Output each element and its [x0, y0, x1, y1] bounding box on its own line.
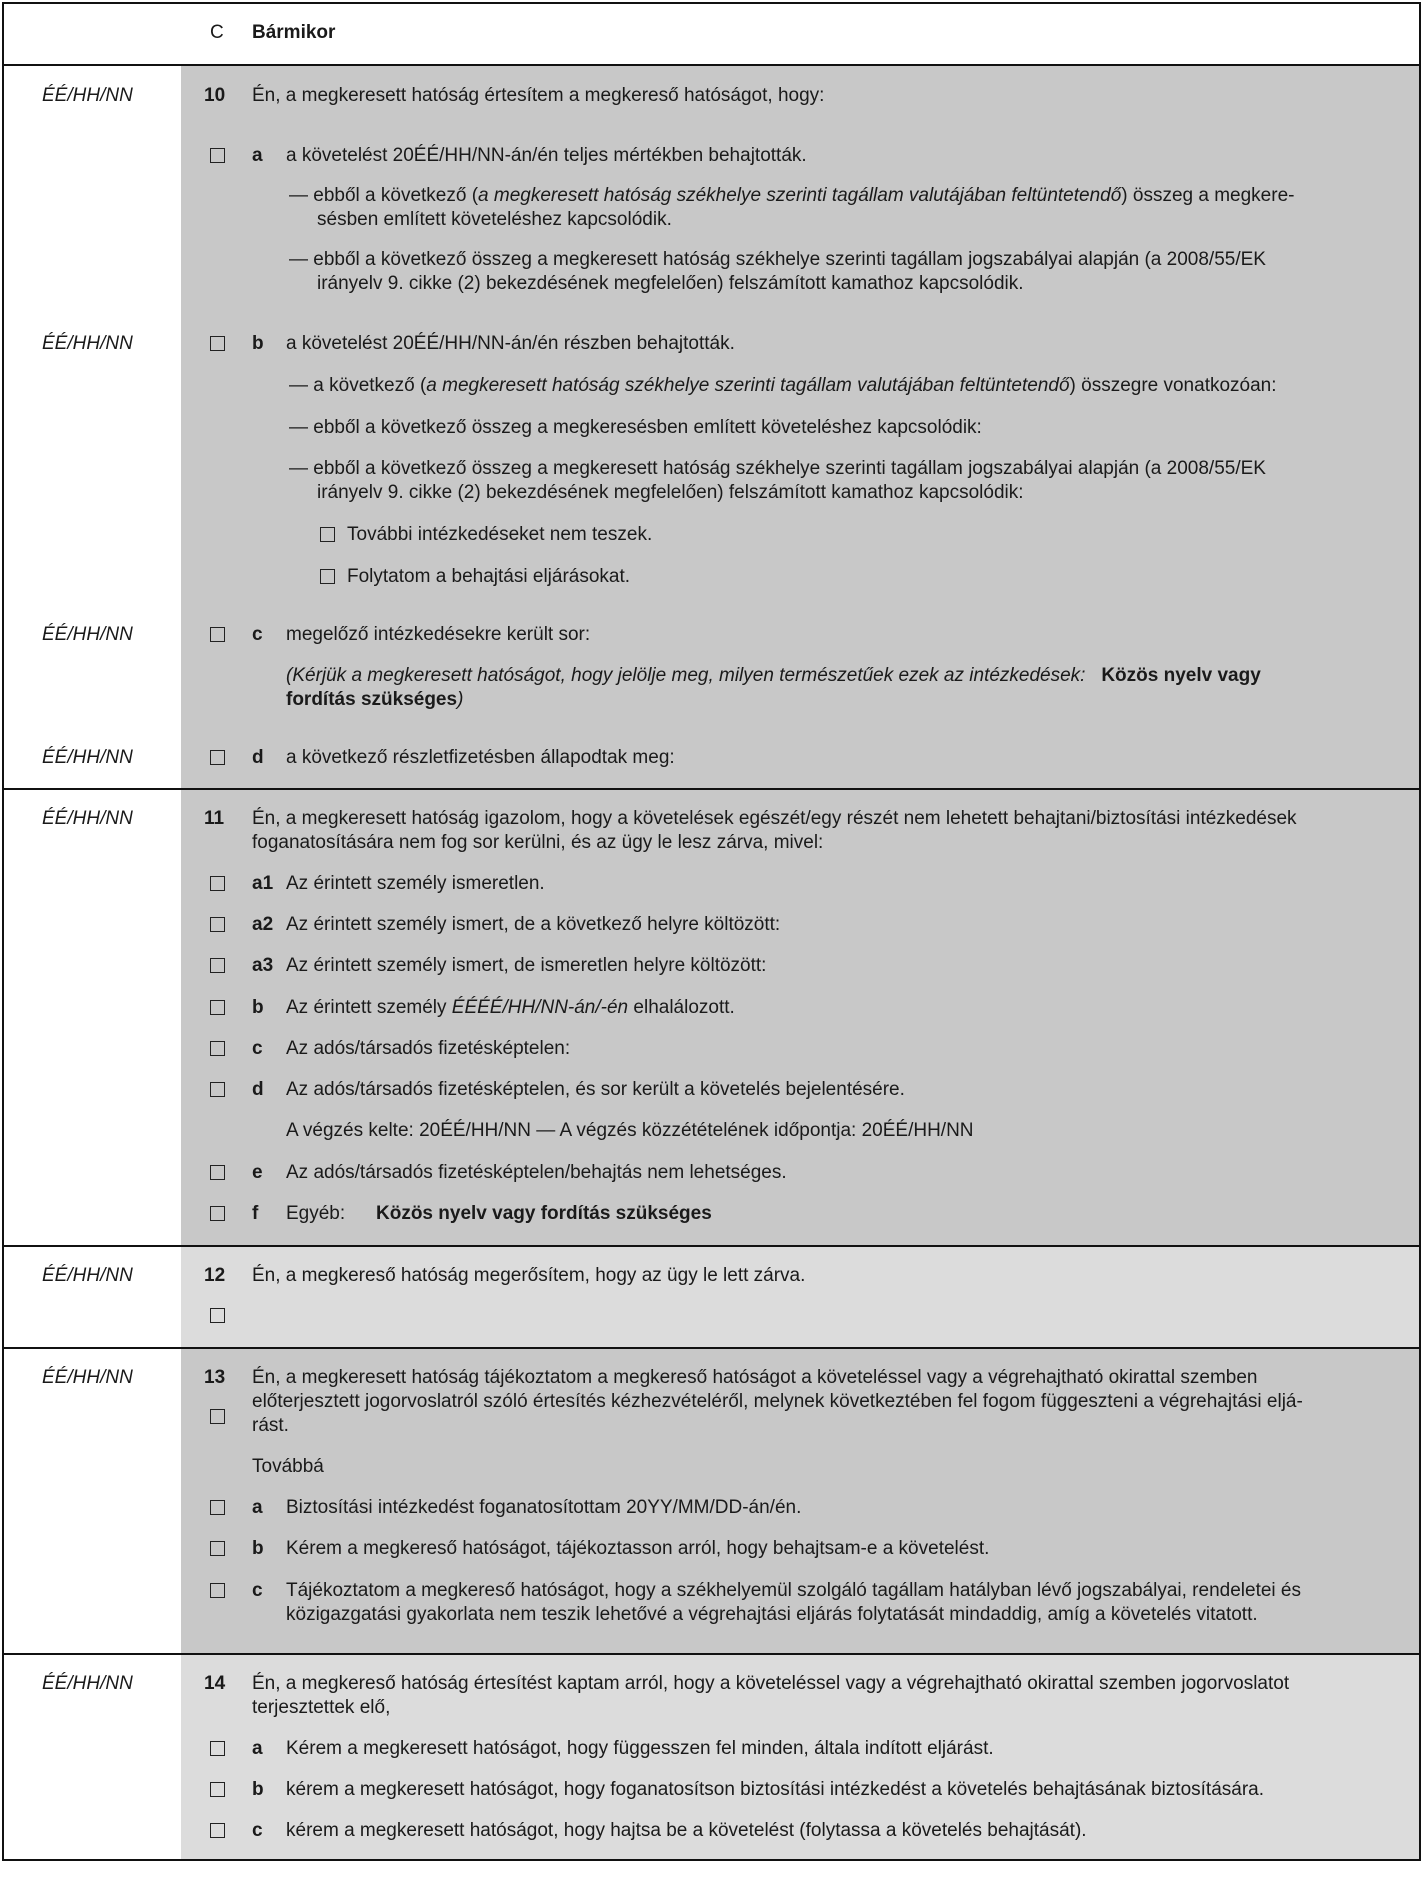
- item-10b-dash3: — ebből a következő összeg a megkeresett hatóság székhelye szerinti tagállam jogszabályai alapján (a 2008/55/EK: [289, 458, 1266, 479]
- date-field[interactable]: ÉÉ/HH/NN: [42, 1265, 133, 1286]
- item-11f-bold: Közös nyelv vagy fordítás szükséges: [376, 1203, 712, 1224]
- item-letter: a1: [252, 873, 274, 894]
- header-row: [4, 4, 1419, 64]
- checkbox-11b[interactable]: [210, 1000, 225, 1015]
- item-10b-dash2: — ebből a következő összeg a megkeresésben említett követeléshez kapcsolódik:: [289, 417, 982, 438]
- section-13: [4, 1347, 1419, 1653]
- item-letter: a: [252, 1497, 263, 1518]
- checkbox-10c[interactable]: [210, 627, 225, 642]
- item-letter: d: [252, 1079, 264, 1100]
- checkbox-13a[interactable]: [210, 1500, 225, 1515]
- option-no-further-measures: További intézkedéseket nem teszek.: [347, 524, 653, 545]
- checkbox-11d[interactable]: [210, 1082, 225, 1097]
- item-letter: f: [252, 1203, 259, 1224]
- checkbox-14b[interactable]: [210, 1782, 225, 1797]
- checkbox-11a3[interactable]: [210, 958, 225, 973]
- item-letter: b: [252, 997, 264, 1018]
- section-11: [4, 788, 1419, 1245]
- section-14-text: Én, a megkereső hatóság értesítést kaptam arról, hogy a követeléssel vagy a végrehajtható okirattal szemben jogorvoslatot: [252, 1673, 1290, 1694]
- item-11c-text: Az adós/társadós fizetésképtelen:: [286, 1038, 571, 1059]
- checkbox-14c[interactable]: [210, 1823, 225, 1838]
- section-13-furthermore: Továbbá: [252, 1456, 324, 1477]
- item-11a1-text: Az érintett személy ismeretlen.: [286, 873, 545, 894]
- section-number: 13: [204, 1367, 226, 1388]
- item-10a-text: a követelést 20ÉÉ/HH/NN-án/én teljes mértékben behajtották.: [286, 145, 807, 166]
- item-10b-dash3-cont: irányelv 9. cikke (2) bekezdésének megfelelően) felszámított kamathoz kapcsolódik:: [317, 482, 1024, 503]
- item-13b-text: Kérem a megkereső hatóságot, tájékoztasson arról, hogy behajtsam-e a követelést.: [286, 1538, 990, 1559]
- item-10c-text: megelőző intézkedésekre került sor:: [286, 624, 591, 645]
- item-11b-text: Az érintett személy ÉÉÉÉ/HH/NN-án/-én elhalálozott.: [286, 997, 735, 1018]
- item-10a-dash2-cont: irányelv 9. cikke (2) bekezdésének megfelelően) felszámított kamathoz kapcsolódik.: [317, 273, 1024, 294]
- item-14b-text: kérem a megkeresett hatóságot, hogy foganatosítson biztosítási intézkedést a követelés behajtásának biztosítására.: [286, 1779, 1265, 1800]
- checkbox-11a1[interactable]: [210, 876, 225, 891]
- section-12: [4, 1245, 1419, 1347]
- checkbox-11a2[interactable]: [210, 917, 225, 932]
- item-10a-dash2: — ebből a következő összeg a megkeresett hatóság székhelye szerinti tagállam jogszabályai alapján (a 2008/55/EK: [289, 249, 1266, 270]
- item-14a-text: Kérem a megkeresett hatóságot, hogy függesszen fel minden, általa indított eljárást.: [286, 1738, 994, 1759]
- checkbox-10b-no-further[interactable]: [320, 527, 335, 542]
- checkbox-11c[interactable]: [210, 1041, 225, 1056]
- section-number: 11: [204, 808, 225, 829]
- option-continue-recovery: Folytatom a behajtási eljárásokat.: [347, 566, 631, 587]
- section-number: 14: [204, 1673, 226, 1694]
- checkbox-10d[interactable]: [210, 750, 225, 765]
- item-10a-dash1-cont: sésben említett követeléshez kapcsolódik.: [317, 209, 672, 230]
- item-letter: c: [252, 1580, 263, 1601]
- checkbox-10a[interactable]: [210, 148, 225, 163]
- section-14-text-cont: terjesztettek elő,: [252, 1697, 391, 1718]
- checkbox-11e[interactable]: [210, 1165, 225, 1180]
- item-10b-dash1: — a következő (a megkeresett hatóság székhelye szerinti tagállam valutájában feltüntetendő) összegre vonatkozóan:: [289, 375, 1277, 396]
- item-letter: a3: [252, 955, 274, 976]
- item-letter: c: [252, 1038, 263, 1059]
- checkbox-13b[interactable]: [210, 1541, 225, 1556]
- item-11f-text: Egyéb:: [286, 1203, 346, 1224]
- section-12-shading: [181, 1247, 1419, 1347]
- item-11a3-text: Az érintett személy ismert, de ismeretlen helyre költözött:: [286, 955, 767, 976]
- item-10a-dash1: — ebből a következő (a megkeresett hatóság székhelye szerinti tagállam valutájában feltüntetendő) összeg a megkere-: [289, 185, 1295, 206]
- item-13a-text: Biztosítási intézkedést foganatosítottam 20YY/MM/DD-án/én.: [286, 1497, 802, 1518]
- item-letter: d: [252, 747, 264, 768]
- section-12-text: Én, a megkereső hatóság megerősítem, hogy az ügy le lett zárva.: [252, 1265, 806, 1286]
- item-13c-text: Tájékoztatom a megkereső hatóságot, hogy a székhelyemül szolgáló tagállam hatályban lévő jogszabályai, rendeletei és: [286, 1580, 1301, 1601]
- decision-dates: A végzés kelte: 20ÉÉ/HH/NN — A végzés közzétételének időpontja: 20ÉÉ/HH/NN: [286, 1120, 974, 1141]
- date-field[interactable]: ÉÉ/HH/NN: [42, 1673, 133, 1694]
- item-letter: b: [252, 333, 264, 354]
- item-letter: a: [252, 1738, 263, 1759]
- item-14c-text: kérem a megkeresett hatóságot, hogy hajtsa be a követelést (folytassa a követelés behajtását).: [286, 1820, 1087, 1841]
- date-field[interactable]: ÉÉ/HH/NN: [42, 624, 133, 645]
- checkbox-10b-continue[interactable]: [320, 569, 335, 584]
- section-10: [4, 64, 1419, 788]
- date-field[interactable]: ÉÉ/HH/NN: [42, 808, 133, 829]
- checkbox-14a[interactable]: [210, 1741, 225, 1756]
- item-letter: b: [252, 1538, 264, 1559]
- section-14: [4, 1653, 1419, 1859]
- date-field[interactable]: ÉÉ/HH/NN: [42, 1367, 133, 1388]
- date-field[interactable]: ÉÉ/HH/NN: [42, 85, 133, 106]
- section-13-text: Én, a megkeresett hatóság tájékoztatom a megkereső hatóságot a követeléssel vagy a végrehajtható okirattal szemben: [252, 1367, 1258, 1388]
- checkbox-10b[interactable]: [210, 336, 225, 351]
- section-13-text-cont: előterjesztett jogorvoslatról szóló értesítés kézhezvételéről, melynek következtében fel fogom függeszteni a végrehajtási eljá-: [252, 1391, 1303, 1412]
- section-number: 10: [204, 85, 226, 106]
- item-10b-text: a követelést 20ÉÉ/HH/NN-án/én részben behajtották.: [286, 333, 735, 354]
- item-11a2-text: Az érintett személy ismert, de a következő helyre költözött:: [286, 914, 781, 935]
- checkbox-11f[interactable]: [210, 1206, 225, 1221]
- section-11-text-cont: foganatosítására nem fog sor kerülni, és az ügy le lesz zárva, mivel:: [252, 832, 824, 853]
- section-number: 12: [204, 1265, 226, 1286]
- item-letter: a: [252, 145, 263, 166]
- header-col-c: C: [210, 22, 224, 43]
- item-11e-text: Az adós/társadós fizetésképtelen/behajtás nem lehetséges.: [286, 1162, 787, 1183]
- item-letter: e: [252, 1162, 263, 1183]
- section-11-text: Én, a megkeresett hatóság igazolom, hogy a követelések egészét/egy részét nem lehetett behajtani/biztosítási intézkedések: [252, 808, 1297, 829]
- item-13c-text-cont: közigazgatási gyakorlata nem teszik lehetővé a végrehajtási eljárás folytatását mindaddig, amíg a követelés vitatott.: [286, 1604, 1258, 1625]
- date-field[interactable]: ÉÉ/HH/NN: [42, 333, 133, 354]
- form-frame: [2, 2, 1421, 1861]
- date-field[interactable]: ÉÉ/HH/NN: [42, 747, 133, 768]
- section-13-text-cont2: rást.: [252, 1415, 289, 1436]
- checkbox-12[interactable]: [210, 1308, 225, 1323]
- item-letter: c: [252, 624, 263, 645]
- item-letter: a2: [252, 914, 274, 935]
- header-title: Bármikor: [252, 22, 336, 43]
- item-11d-text: Az adós/társadós fizetésképtelen, és sor került a követelés bejelentésére.: [286, 1079, 905, 1100]
- item-10c-note: (Kérjük a megkeresett hatóságot, hogy jelölje meg, milyen természetűek ezek az intézkedések: Közös nyelv vagy: [286, 665, 1261, 686]
- item-10c-note-cont: fordítás szükséges): [286, 689, 464, 710]
- item-letter: c: [252, 1820, 263, 1841]
- checkbox-13c[interactable]: [210, 1583, 225, 1598]
- checkbox-13[interactable]: [210, 1409, 225, 1424]
- item-letter: b: [252, 1779, 264, 1800]
- item-10d-text: a következő részletfizetésben állapodtak meg:: [286, 747, 675, 768]
- section-10-text: Én, a megkeresett hatóság értesítem a megkereső hatóságot, hogy:: [252, 85, 825, 106]
